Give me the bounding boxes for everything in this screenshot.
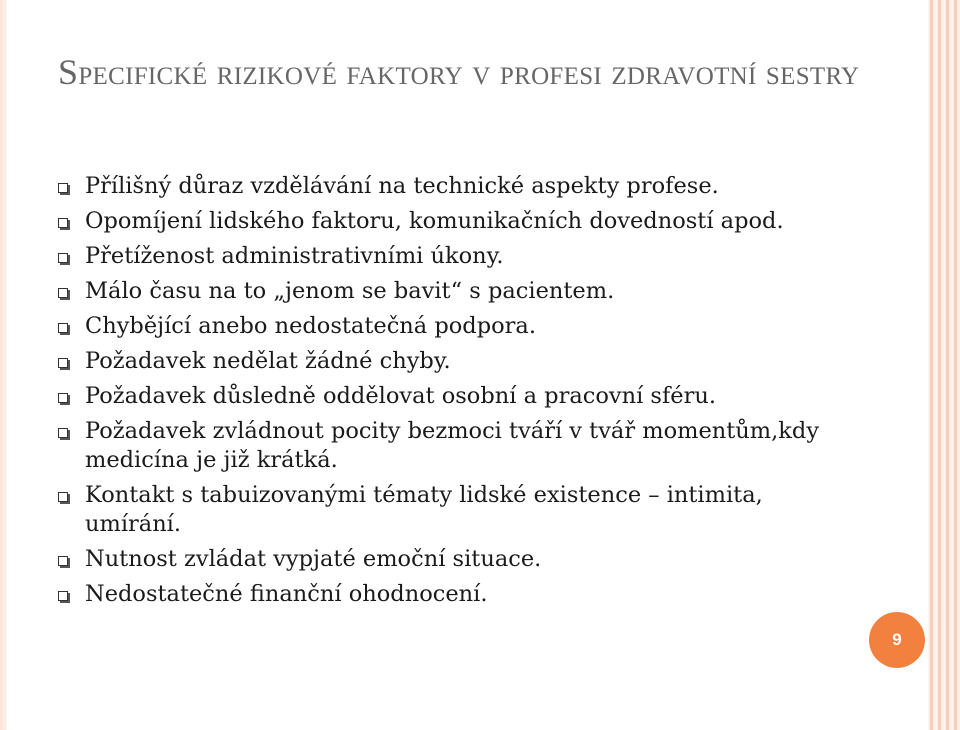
right-border-stripe [946,0,949,730]
right-border-stripe [954,0,957,730]
checkbox-square-icon [58,393,68,403]
checkbox-square-icon [58,591,68,601]
bullet-text: Požadavek důsledně oddělovat osobní a pracovní sféru. [85,383,717,409]
bullet-item [58,242,858,271]
checkbox-square-icon [58,323,68,333]
bullet-item [58,580,858,609]
slide-title: Specifické rizikové faktory v profesi zdravotní sestry [58,52,860,92]
page-number: 9 [892,630,902,649]
bullet-text: Přetíženost administrativními úkony. [85,243,504,269]
page-number-badge [869,612,925,668]
bullet-item [58,312,858,341]
bullet-item [58,277,858,306]
bullet-text: Požadavek nedělat žádné chyby. [85,348,451,374]
bullet-item [58,545,858,574]
checkbox-square-icon [58,358,68,368]
bullet-text: Chybějící anebo nedostatečná podpora. [85,313,536,339]
left-decorative-rule [0,0,7,730]
bullet-text: Málo času na to „jenom se bavit“ s pacientem. [85,278,615,304]
bullet-text: Přílišný důraz vzdělávání na technické aspekty profese. [85,173,719,199]
right-decorative-border [928,0,960,730]
checkbox-square-icon [58,288,68,298]
bullet-item [58,207,858,236]
bullet-text: Nutnost zvládat vypjaté emoční situace. [85,546,542,572]
checkbox-square-icon [58,556,68,566]
bullet-text: Požadavek zvládnout pocity bezmoci tváří v tvář momentům,kdy medicína je již krátká. [85,418,820,473]
bullet-text: Opomíjení lidského faktoru, komunikačních dovedností apod. [85,208,784,234]
bullet-item [58,347,858,376]
bullet-item [58,382,858,411]
bullet-list [58,172,858,615]
checkbox-square-icon [58,253,68,263]
right-border-stripe [930,0,933,730]
checkbox-square-icon [58,218,68,228]
checkbox-square-icon [58,428,68,438]
bullet-item [58,172,858,201]
right-border-stripe [938,0,941,730]
bullet-text: Nedostatečné finanční ohodnocení. [85,581,488,607]
checkbox-square-icon [58,183,68,193]
bullet-text: Kontakt s tabuizovanými tématy lidské existence – intimita, umírání. [85,482,763,537]
checkbox-square-icon [58,492,68,502]
bullet-item [58,417,858,475]
bullet-item [58,481,858,539]
